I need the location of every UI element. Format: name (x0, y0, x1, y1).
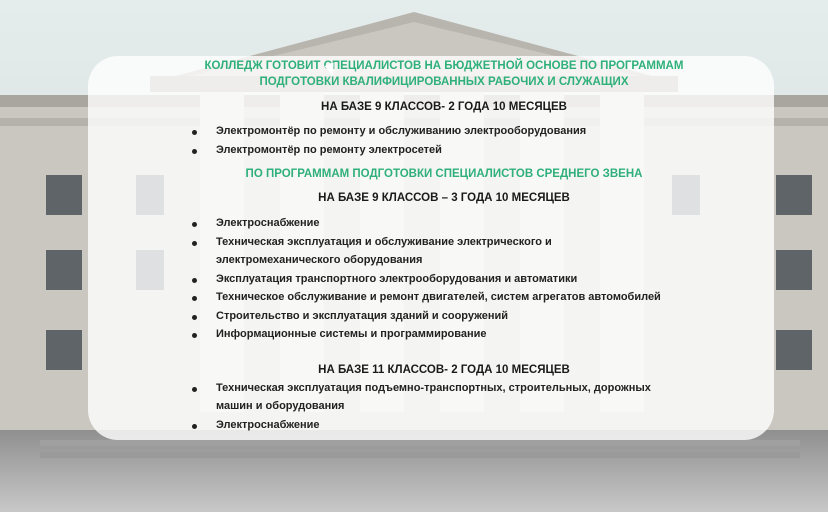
bullet (192, 333, 197, 338)
subtitle: ПО ПРОГРАММАМ ПОДГОТОВКИ СПЕЦИАЛИСТОВ СРЕДНЕГО ЗВЕНА (245, 168, 643, 180)
bullet (192, 278, 197, 283)
title-line-1: КОЛЛЕДЖ ГОТОВИТ СПЕЦИАЛИСТОВ НА БЮДЖЕТНОЙ ОСНОВЕ ПО ПРОГРАММАМ (204, 60, 684, 72)
bullet (192, 424, 197, 429)
list-item-continuation: машин и оборудования (216, 400, 345, 412)
list-item: Эксплуатация транспортного электрооборудования и автоматики (216, 273, 578, 285)
section3-heading: НА БАЗЕ 11 КЛАССОВ- 2 ГОДА 10 МЕСЯЦЕВ (318, 364, 570, 376)
bullet (192, 222, 197, 227)
title-line-2: ПОДГОТОВКИ КВАЛИФИЦИРОВАННЫХ РАБОЧИХ И СЛУЖАЩИХ (259, 76, 629, 88)
list-item: Техническое обслуживание и ремонт двигателей, систем агрегатов автомобилей (216, 291, 661, 303)
list-item: Электроснабжение (216, 217, 320, 229)
bullet (192, 241, 197, 246)
list-item: Электромонтёр по ремонту и обслуживанию электрооборудования (216, 125, 587, 137)
bullet (192, 387, 197, 392)
section1-heading: НА БАЗЕ 9 КЛАССОВ- 2 ГОДА 10 МЕСЯЦЕВ (321, 101, 567, 113)
list-item: Информационные системы и программирование (216, 328, 487, 340)
list-item: Техническая эксплуатация и обслуживание электрического и (216, 236, 552, 248)
bullet (192, 296, 197, 301)
list-item-continuation: электромеханического оборудования (216, 254, 423, 266)
list-item: Электроснабжение (216, 419, 320, 431)
section2-heading: НА БАЗЕ 9 КЛАССОВ – 3 ГОДА 10 МЕСЯЦЕВ (318, 192, 570, 204)
list-item: Строительство и эксплуатация зданий и сооружений (216, 310, 509, 322)
list-item: Электромонтёр по ремонту электросетей (216, 144, 442, 156)
list-item: Техническая эксплуатация подъемно-транспортных, строительных, дорожных (216, 382, 651, 394)
bullet (192, 149, 197, 154)
bullet (192, 315, 197, 320)
bullet (192, 130, 197, 135)
